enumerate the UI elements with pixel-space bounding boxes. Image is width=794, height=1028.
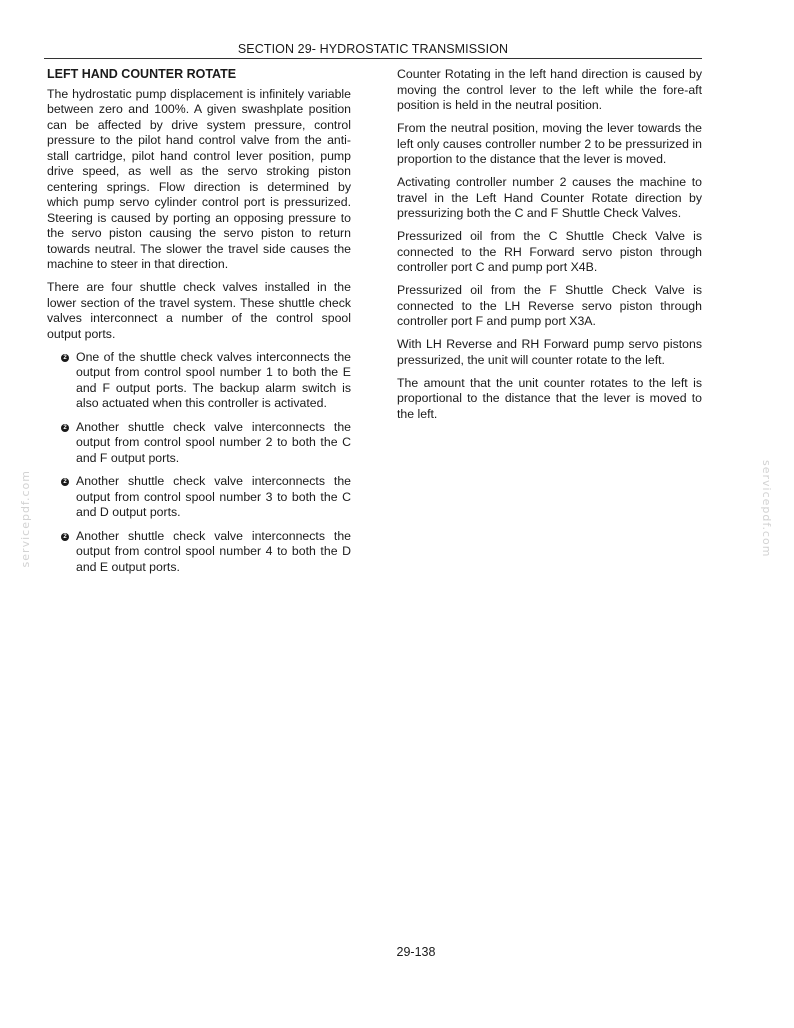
watermark-right: servicepdf.com	[760, 460, 773, 558]
numbered-bullet-icon: 2	[61, 478, 69, 486]
body-paragraph: The amount that the unit counter rotates to the left is proportional to the distance that the lever is moved to the left.	[397, 375, 702, 421]
body-paragraph: From the neutral position, moving the lever towards the left only causes controller number 2 to be pressurized in proportion to the distance that the lever is moved.	[397, 121, 702, 166]
list-item-text: Another shuttle check valve interconnects the output from control spool number 2 to both the C and F output ports.	[76, 419, 351, 465]
list-item-text: Another shuttle check valve interconnects the output from control spool number 4 to both the D and E output ports.	[76, 528, 351, 574]
list-item	[61, 529, 351, 576]
numbered-bullet-icon: 2	[61, 354, 69, 362]
list-item	[61, 474, 351, 521]
list-item-text: Another shuttle check valve interconnects the output from control spool number 3 to both the C and D output ports.	[76, 474, 351, 519]
list-item	[61, 420, 351, 467]
body-paragraph: There are four shuttle check valves installed in the lower section of the travel system. These shuttle check valves interconnect a number of the control spool output ports.	[47, 280, 351, 341]
watermark-left: servicepdf.com	[19, 470, 32, 568]
body-paragraph: With LH Reverse and RH Forward pump servo pistons pressurized, the unit will counter rotate to the left.	[397, 337, 702, 367]
body-paragraph: Pressurized oil from the C Shuttle Check Valve is connected to the RH Forward servo piston through controller port C and pump port X4B.	[397, 229, 702, 274]
section-header: SECTION 29- HYDROSTATIC TRANSMISSION	[237, 42, 509, 56]
right-column	[397, 67, 702, 430]
numbered-bullet-icon: 2	[61, 533, 69, 541]
list-item-text: One of the shuttle check valves interconnects the output from control spool number 1 to both the E and F output ports. The backup alarm switch is also actuated when this controller is activated.	[76, 349, 351, 410]
body-paragraph: Counter Rotating in the left hand direction is caused by moving the control lever to the left while the fore-aft position is held in the neutral position.	[397, 67, 702, 112]
header-divider	[44, 58, 702, 59]
body-paragraph: Activating controller number 2 causes the machine to travel in the Left Hand Counter Rotate direction by pressurizing both the C and F Shuttle Check Valves.	[397, 175, 702, 220]
left-column	[47, 67, 351, 583]
numbered-bullet-icon: 2	[61, 424, 69, 432]
body-paragraph: The hydrostatic pump displacement is infinitely variable between zero and 100%. A given swashplate position can be affected by drive system pressure, control pressure to the pilot hand control valve from the anti-stall cartridge, pilot hand control lever position, pump drive speed, as well as the servo stroking piston centering springs. Flow direction is determined by which pump servo cylinder control port is pressurized. Steering is caused by porting an opposing pressure to the servo piston causing the servo piston to return towards neutral. The slower the travel side causes the machine to steer in that direction.	[47, 86, 351, 271]
section-heading: LEFT HAND COUNTER ROTATE	[47, 67, 237, 81]
body-paragraph: Pressurized oil from the F Shuttle Check Valve is connected to the LH Reverse servo piston through controller port F and pump port X3A.	[397, 283, 702, 328]
list-item	[61, 350, 351, 412]
page-number: 29-138	[396, 945, 436, 959]
